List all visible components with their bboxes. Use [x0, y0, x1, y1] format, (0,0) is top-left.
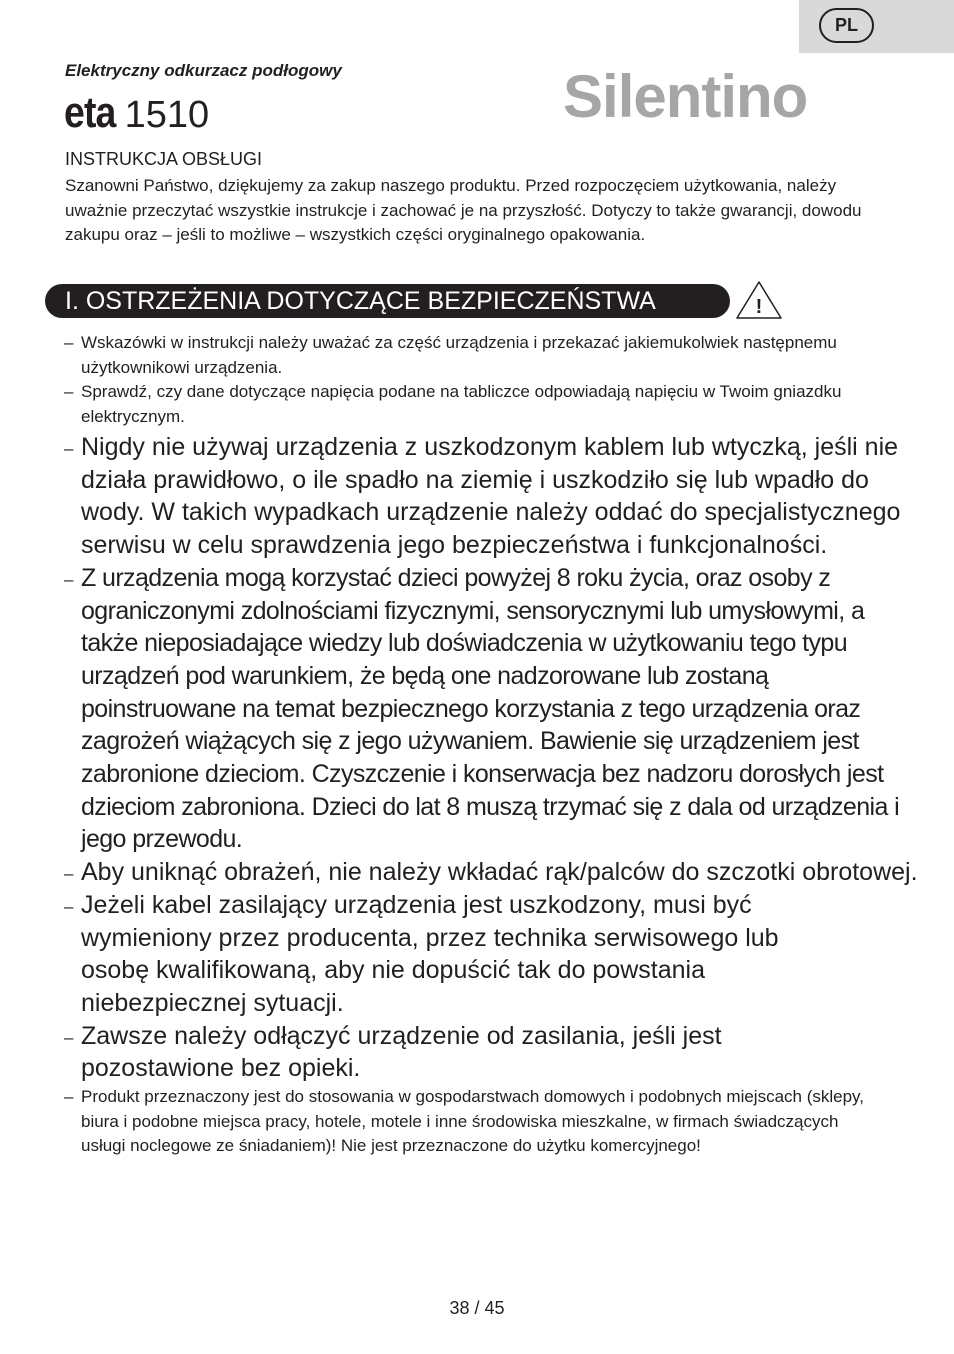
brand-logo: eta — [64, 88, 116, 137]
list-item-text: Nigdy nie używaj urządzenia z uszkodzonym kablem lub wtyczką, jeśli nie działa prawidłowo, o ile spadło na ziemię i uszkodziło się lub wpadło do wody. W takich wypadkach urządzenie należy oddać do specjalistycznego serwisu w celu sprawdzenia jego bezpieczeństwa i funkcjonalności. — [81, 433, 901, 560]
list-dash: – — [64, 569, 73, 589]
product-subtitle: Elektryczny odkurzacz podłogowy — [65, 61, 342, 80]
list-dash: – — [64, 1027, 74, 1047]
list-item — [64, 1085, 881, 1159]
list-item-text: Sprawdź, czy dane dotyczące napięcia podane na tabliczce odpowiadają napięciu w Twoim gniazdku elektrycznym. — [81, 382, 842, 426]
safety-warnings-list — [64, 331, 924, 1159]
list-dash: – — [64, 333, 74, 352]
warning-exclamation: ! — [755, 296, 763, 318]
list-item-text: Aby uniknąć obrażeń, nie należy wkładać rąk/palców do szczotki obrotowej. — [81, 858, 918, 887]
list-dash: – — [64, 382, 74, 401]
list-item-text: Wskazówki w instrukcji należy uważać za część urządzenia i przekazać jakiemukolwiek następnemu użytkownikowi urządzenia. — [81, 333, 837, 377]
language-badge: PL — [819, 8, 874, 43]
intro-text: Szanowni Państwo, dziękujemy za zakup naszego produktu. Przed rozpoczęciem użytkowania, należy uważnie przeczytać wszystkie instrukcje i zachować je na przyszłość. Dotyczy to także gwarancji, dowodu zakupu oraz – jeśli to możliwe – wszystkich części oryginalnego opakowania. — [65, 176, 862, 245]
list-item — [64, 856, 924, 889]
model-number: 1510 — [124, 94, 210, 136]
page-number: 38 / 45 — [449, 1298, 505, 1318]
list-item-text: Zawsze należy odłączyć urządzenie od zasilania, jeśli jest pozostawione bez opieki. — [81, 1021, 722, 1083]
list-item — [64, 380, 861, 429]
section-title: I. OSTRZEŻENIA DOTYCZĄCE BEZPIECZEŃSTWA — [65, 287, 656, 315]
list-dash: – — [64, 439, 74, 458]
list-item — [64, 1020, 821, 1085]
language-tab — [799, 0, 954, 53]
warning-triangle-icon — [734, 279, 784, 321]
list-dash: – — [64, 1087, 74, 1107]
model-designation — [64, 88, 209, 138]
list-item — [64, 331, 924, 380]
section-header — [45, 284, 730, 318]
list-item — [64, 431, 924, 562]
list-item — [64, 889, 821, 1020]
list-item — [64, 562, 924, 856]
list-dash: – — [64, 864, 74, 884]
list-dash: – — [64, 896, 74, 916]
product-name: Silentino — [563, 63, 808, 130]
list-item-text: Produkt przeznaczony jest do stosowania w gospodarstwach domowych i podobnych miejscach (sklepy, biura i podobne miejsca pracy, hotele, motele i inne środowiska mieszkalne, w firmach świadczących usługi noclegowe ze śniadaniem)! Nie jest przeznaczone do użytku komercyjnego! — [81, 1087, 865, 1156]
list-item-text: Z urządzenia mogą korzystać dzieci powyżej 8 roku życia, oraz osoby z ograniczonymi zdolnościami fizycznymi, sensorycznymi lub umysłowymi, a także nieposiadające wiedzy lub doświadczenia w użytkowaniu tego typu urządzeń pod warunkiem, że będą one nadzorowane lub zostaną poinstruowane na temat bezpiecznego korzystania z tego urządzenia oraz zagrożeń wiążących się z jego używaniem. Bawienie się urządzeniem jest zabronione dzieciom. Czyszczenie i konserwacja bez nadzoru dorosłych jest dzieciom zabroniona. Dzieci do lat 8 muszą trzymać się z dala od urządzenia i jego przewodu. — [81, 563, 900, 854]
intro-heading: INSTRUKCJA OBSŁUGI — [65, 149, 263, 169]
list-item-text: Jeżeli kabel zasilający urządzenia jest uszkodzony, musi być wymieniony przez producenta, przez technika serwisowego lub osobę kwalifikowaną, aby nie dopuścić tak do powstania niebezpiecznej sytuacji. — [81, 890, 779, 1017]
